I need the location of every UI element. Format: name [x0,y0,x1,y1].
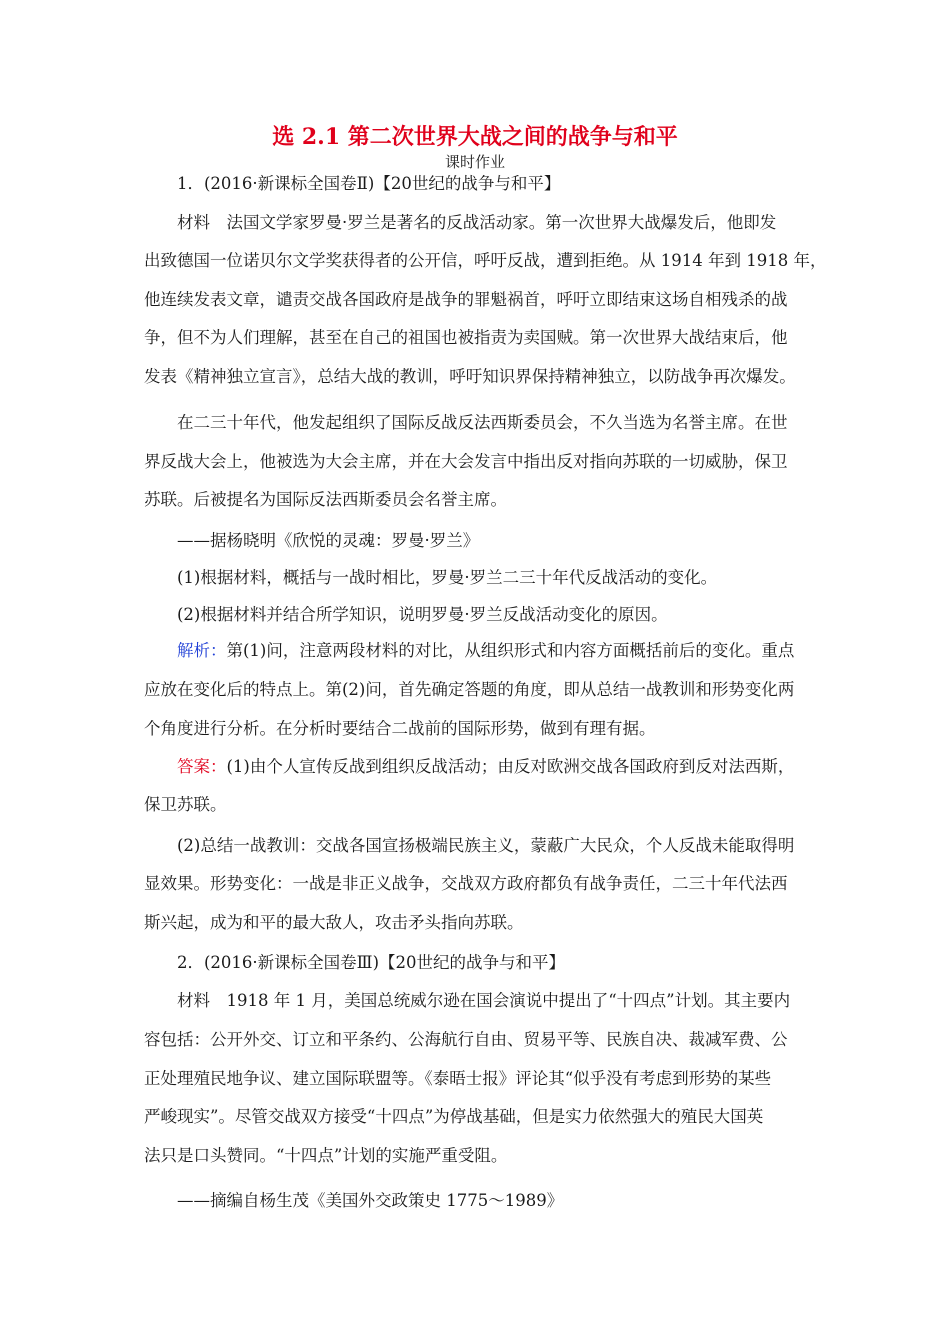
q2-material-line: 容包括：公开外交、订立和平条约、公海航行自由、贸易平等、民族自决、裁减军费、公 [144,1030,788,1049]
question-1-header: 1．(2016·新课标全国卷Ⅱ)【20世纪的战争与和平】 [177,174,561,193]
q1-answer-line: 斯兴起，成为和平的最大敌人，攻击矛头指向苏联。 [144,913,524,932]
q1-answer-line: 显效果。形势变化：一战是非正义战争，交战双方政府都负有战争责任，二三十年代法西 [144,874,788,893]
q1-material-line: 争，但不为人们理解，甚至在自己的祖国也被指责为卖国贼。第一次世界大战结束后，他 [144,328,788,347]
q1-material-line: 材料 法国文学家罗曼·罗兰是著名的反战活动家。第一次世界大战爆发后，他即发 [177,213,777,232]
q1-material-line: 苏联。后被提名为国际反法西斯委员会名誉主席。 [144,490,507,509]
q1-answer-line [177,755,794,779]
q1-material-line: 发表《精神独立宣言》，总结大战的教训，呼吁知识界保持精神独立，以防战争再次爆发。 [144,367,796,386]
document-subtitle: 课时作业 [444,153,505,171]
q1-answer-line: (2)总结一战教训：交战各国宣扬极端民族主义，蒙蔽广大民众，个人反战未能取得明 [177,836,795,855]
q2-material-line: 材料 1918 年 1 月，美国总统威尔逊在国会演说中提出了“十四点”计划。其主要内 [177,991,791,1010]
analysis-label: 解析： [177,641,227,660]
q1-material-line: 出致德国一位诺贝尔文学奖获得者的公开信，呼吁反战，遭到拒绝。从 1914 年到 1918 年， [144,251,827,270]
q1-analysis-line: 个角度进行分析。在分析时要结合二战前的国际形势，做到有理有据。 [144,719,656,738]
q1-sub-question-2: (2)根据材料并结合所学知识，说明罗曼·罗兰反战活动变化的原因。 [177,605,668,624]
answer-text: (1)由个人宣传反战到组织反战活动；由反对欧洲交战各国政府到反对法西斯， [226,757,795,776]
q1-analysis-line: 应放在变化后的特点上。第(2)问，首先确定答题的角度，即从总结一战教训和形势变化两 [144,680,795,699]
q1-analysis-line [177,639,794,663]
q1-answer-line: 保卫苏联。 [144,795,227,814]
q1-material-line: 他连续发表文章，谴责交战各国政府是战争的罪魁祸首，呼吁立即结束这场自相残杀的战 [144,290,788,309]
document-title: 选 2.1 第二次世界大战之间的战争与和平 [272,124,678,150]
q1-material-line: 界反战大会上，他被选为大会主席，并在大会发言中指出反对指向苏联的一切威胁，保卫 [144,452,788,471]
q2-material-line: 法只是口头赞同。“十四点”计划的实施严重受阻。 [144,1146,508,1165]
question-2-header: 2．(2016·新课标全国卷Ⅲ)【20世纪的战争与和平】 [177,953,566,972]
answer-label: 答案： [177,757,227,776]
q2-material-line: 严峻现实”。尽管交战双方接受“十四点”为停战基础，但是实力依然强大的殖民大国英 [144,1107,764,1126]
q1-sub-question-1: (1)根据材料，概括与一战时相比，罗曼·罗兰二三十年代反战活动的变化。 [177,568,718,587]
q2-material-line: 正处理殖民地争议、建立国际联盟等。《泰晤士报》评论其“似乎没有考虑到形势的某些 [144,1069,772,1088]
analysis-text: 第(1)问，注意两段材料的对比，从组织形式和内容方面概括前后的变化。重点 [226,641,795,660]
q1-material-line: 在二三十年代，他发起组织了国际反战反法西斯委员会，不久当选为名誉主席。在世 [177,413,788,432]
q2-source-citation: ——摘编自杨生茂《美国外交政策史 1775～1989》 [177,1191,564,1210]
q1-source-citation: ——据杨晓明《欣悦的灵魂：罗曼·罗兰》 [177,531,480,550]
